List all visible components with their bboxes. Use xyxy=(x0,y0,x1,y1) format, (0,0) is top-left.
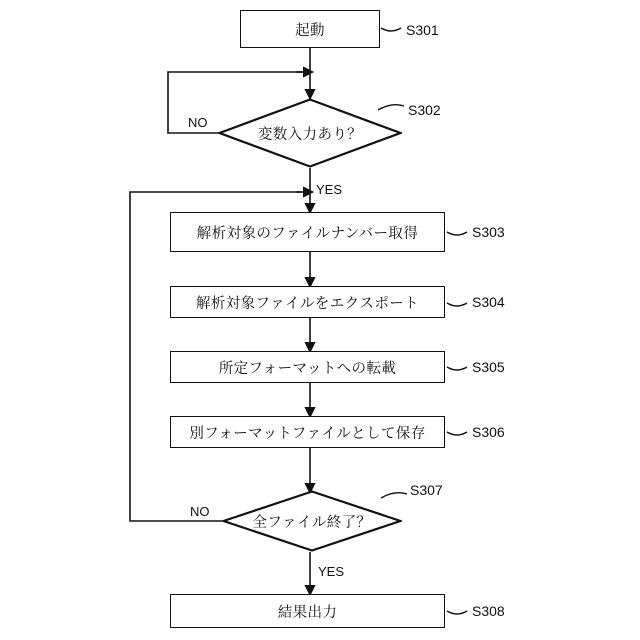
flow-node-s305-label: 所定フォーマットへの転載 xyxy=(218,360,397,377)
step-label-s305: S305 xyxy=(472,359,505,375)
flow-node-s307[interactable] xyxy=(222,490,402,552)
flow-node-s304[interactable] xyxy=(170,286,445,318)
flow-node-s302[interactable] xyxy=(218,98,402,168)
flow-node-s305[interactable] xyxy=(170,351,445,383)
step-label-s301: S301 xyxy=(406,22,439,38)
flow-node-s304-label: 解析対象ファイルをエクスポート xyxy=(195,295,420,312)
flow-node-s306[interactable] xyxy=(170,416,445,448)
edge-label-s302-no: NO xyxy=(188,115,208,130)
edge-label-s307-no: NO xyxy=(190,504,210,519)
step-label-s302: S302 xyxy=(408,102,441,118)
flow-node-s301[interactable] xyxy=(240,10,380,48)
flow-node-s306-label: 別フォーマットファイルとして保存 xyxy=(189,425,426,442)
flow-node-s301-label: 起動 xyxy=(295,22,325,39)
edge-label-s302-yes: YES xyxy=(316,182,343,197)
flow-node-s303[interactable] xyxy=(170,212,445,252)
edge-label-s307-yes: YES xyxy=(318,564,345,579)
flow-node-s308[interactable] xyxy=(170,594,445,628)
step-label-s304: S304 xyxy=(472,294,505,310)
flow-node-s303-label: 解析対象のファイルナンバー取得 xyxy=(196,225,419,242)
step-label-s303: S303 xyxy=(472,224,505,240)
flow-node-s307-label: 全ファイル終了？ xyxy=(252,514,372,531)
flow-node-s308-label: 結果出力 xyxy=(277,604,338,621)
step-label-s307: S307 xyxy=(410,482,443,498)
step-label-s308: S308 xyxy=(472,603,505,619)
flow-node-s302-label: 変数入力あり？ xyxy=(257,126,363,143)
step-label-s306: S306 xyxy=(472,424,505,440)
